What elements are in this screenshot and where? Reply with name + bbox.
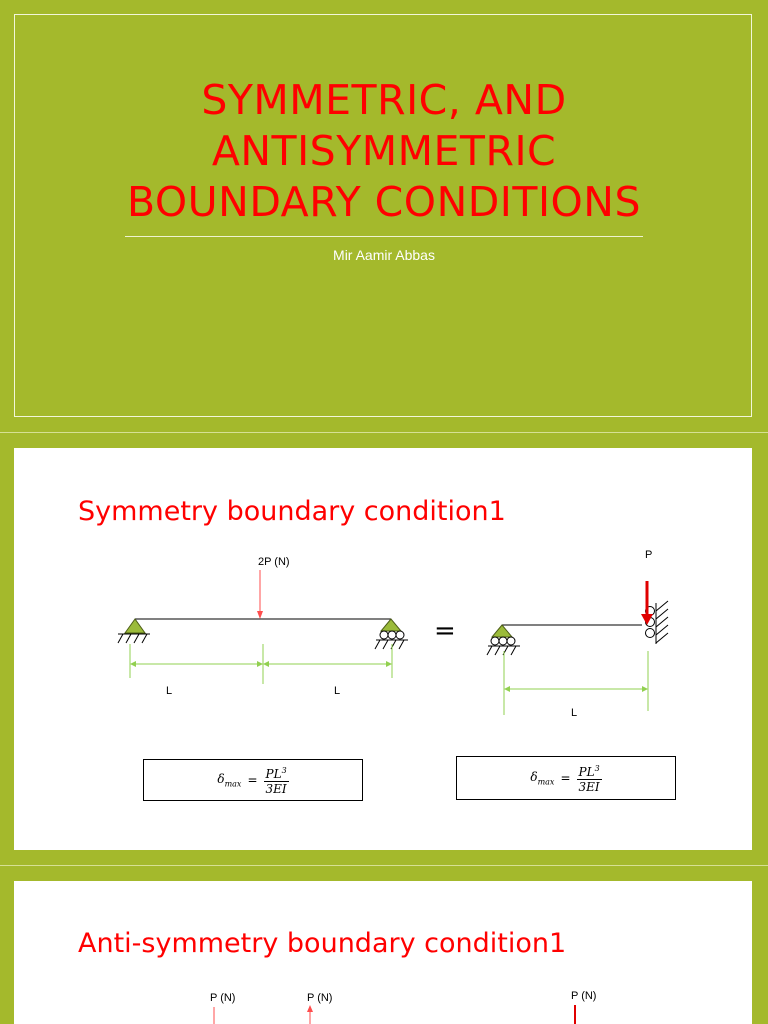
- symmetry-wall-hatch: [656, 601, 668, 643]
- symmetry-heading: Symmetry boundary condition1: [78, 496, 506, 527]
- title-underline: [125, 236, 643, 237]
- antisymmetry-diagram: [14, 881, 752, 1024]
- left-formula-box: [143, 759, 363, 801]
- left-formula-fraction: $\frac{PL^3}{3EI}$: [265, 766, 287, 796]
- antisymmetry-slide: [14, 881, 752, 1024]
- title-line-1: SYMMETRIC, AND: [201, 76, 567, 124]
- left-ground-hatch: [118, 634, 147, 643]
- right-span-label: L: [571, 707, 578, 719]
- title-line-3: BOUNDARY CONDITIONS: [126, 178, 642, 226]
- right-roller-support: [381, 619, 401, 631]
- antisymmetry-load-label-2: P (N): [307, 992, 333, 1004]
- author-name: Mir Aamir Abbas: [333, 247, 435, 263]
- slide-title: [60, 75, 708, 228]
- slide-divider: [0, 432, 768, 433]
- right-formula-lhs: $\delta_{max}$: [530, 769, 555, 787]
- left-formula-lhs: $\delta_{max}$: [217, 771, 242, 789]
- half-beam-ground-hatch: [487, 646, 516, 655]
- left-span-label-1: L: [166, 685, 173, 697]
- left-formula-operator: =: [247, 773, 258, 787]
- left-load-arrowhead: [257, 611, 263, 619]
- title-slide: [0, 0, 768, 432]
- antisymmetry-load-arrowhead-up: [307, 1005, 313, 1012]
- antisymmetry-load-label-1: P (N): [210, 992, 236, 1004]
- symmetry-slide: [14, 448, 752, 850]
- half-beam-rollers: [491, 637, 515, 645]
- title-line-2: ANTISYMMETRIC: [211, 127, 557, 175]
- left-span-label-2: L: [334, 685, 341, 697]
- half-beam-roller-support: [492, 625, 512, 637]
- right-ground-hatch: [375, 640, 404, 649]
- slide-divider-2: [0, 865, 768, 866]
- antisymmetry-heading: Anti-symmetry boundary condition1: [78, 928, 567, 959]
- right-formula-box: [456, 756, 676, 800]
- equals-sign: =: [434, 616, 456, 646]
- right-formula-operator: =: [560, 771, 571, 785]
- right-formula-fraction: $\frac{PL^3}{3EI}$: [578, 764, 600, 794]
- right-rollers: [380, 631, 404, 639]
- right-dimension-lines: [504, 651, 648, 715]
- left-load-label: 2P (N): [258, 556, 290, 568]
- antisymmetry-load-label-3: P (N): [571, 990, 597, 1002]
- left-pin-support: [125, 619, 145, 633]
- right-load-label: P: [645, 549, 653, 561]
